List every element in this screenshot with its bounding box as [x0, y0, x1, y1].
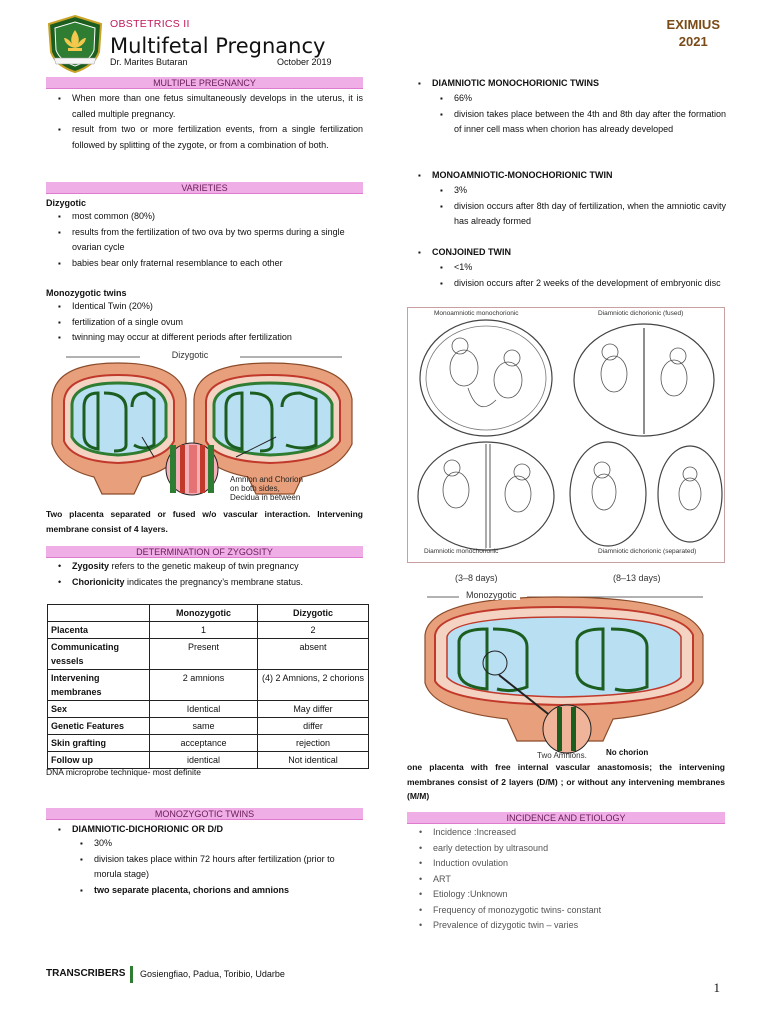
cell-dizygotic: rejection — [258, 735, 369, 752]
incidence-list — [407, 825, 725, 934]
dizygotic-title: Dizygotic — [46, 198, 87, 208]
school-crest-logo — [46, 14, 104, 74]
section-zygosity: DETERMINATION OF ZYGOSITY — [46, 546, 363, 558]
cell-monozygotic: 2 amnions — [150, 670, 258, 701]
multiple-pregnancy-list — [46, 91, 363, 153]
cell-monozygotic: 1 — [150, 622, 258, 639]
amnions-label: Two Amnions. — [537, 751, 587, 760]
mm-twins-title-list — [406, 168, 726, 184]
batch-brand — [667, 16, 720, 50]
mm-twins-details — [406, 183, 726, 230]
diagram-label: Diamniotic monochorionic — [424, 548, 499, 555]
row-label: Skin grafting — [48, 735, 150, 752]
row-label: Genetic Features — [48, 718, 150, 735]
cell-dizygotic: Not identical — [258, 752, 369, 769]
brand-name: EXIMIUS — [666, 17, 720, 32]
table-row — [48, 701, 369, 718]
table-header: Monozygotic — [150, 605, 258, 622]
term: Zygosity — [72, 561, 110, 571]
section-multiple-pregnancy: MULTIPLE PREGNANCY — [46, 77, 363, 89]
diagram-label: Diamniotic dichorionic (fused) — [598, 310, 684, 317]
zygosity-table — [47, 604, 369, 769]
table-row — [48, 718, 369, 735]
row-label: Sex — [48, 701, 150, 718]
list-item: ▪ 3% — [406, 183, 726, 199]
brand-year: 2021 — [678, 34, 708, 49]
cell-dizygotic: absent — [258, 639, 369, 670]
row-label: Follow up — [48, 752, 150, 769]
table-header: Dizygotic — [258, 605, 369, 622]
row-label: Intervening membranes — [48, 670, 150, 701]
conjoined-details — [406, 260, 726, 291]
table-row — [48, 735, 369, 752]
cell-dizygotic: differ — [258, 718, 369, 735]
lecturer-name: Dr. Marites Butaran — [110, 57, 188, 67]
page-number: 1 — [713, 980, 720, 995]
section-varieties: VARIETIES — [46, 182, 363, 194]
dizygotic-label: Dizygotic — [171, 350, 209, 360]
callout-line: Decidua in between — [230, 493, 301, 502]
list-item: ▪ <1% — [406, 260, 726, 276]
list-item — [46, 575, 363, 591]
list-item: • Frequency of monozygotic twins- constant — [407, 903, 725, 919]
list-item: • Induction ovulation — [407, 856, 725, 872]
callout-line: Amnion and Chorion — [230, 475, 303, 484]
zygosity-list — [46, 559, 363, 590]
dizygotic-diagram — [46, 349, 363, 504]
monozygotic-diagram — [407, 571, 725, 761]
table-row — [48, 670, 369, 701]
list-item: ▪ fertilization of a single ovum — [46, 315, 363, 331]
list-item: ▪ division occurs after 2 weeks of the development of embryonic disc — [406, 276, 726, 292]
list-item: ▪ 30% — [46, 836, 363, 852]
table-row — [48, 622, 369, 639]
definition: refers to the genetic makeup of twin pregnancy — [109, 561, 299, 571]
list-item: ▪ division takes place between the 4th and 8th day after the formation of inner cell mass when chorion has already developed — [406, 107, 726, 138]
twin-types-diagram — [407, 307, 725, 563]
list-item: ▪ two separate placenta, chorions and amnions — [46, 883, 363, 899]
dm-twins-title-list — [406, 76, 726, 92]
cell-monozygotic: acceptance — [150, 735, 258, 752]
list-item: ▪ CONJOINED TWIN — [406, 245, 726, 261]
table-header-row — [48, 605, 369, 622]
dizygotic-list — [46, 209, 363, 271]
transcriber-names: Gosiengfiao, Padua, Toribio, Udarbe — [140, 969, 285, 979]
table-header — [48, 605, 150, 622]
no-chorion-label: No chorion — [606, 748, 649, 757]
table-note: DNA microprobe technique- most definite — [46, 767, 201, 777]
monozygotic-title: Monozygotic twins — [46, 288, 127, 298]
list-item: ▪ DIAMNIOTIC MONOCHORIONIC TWINS — [406, 76, 726, 92]
footer-divider — [130, 966, 133, 983]
list-item: ▪ division takes place within 72 hours after fertilization (prior to morula stage) — [46, 852, 363, 883]
course-name: OBSTETRICS II — [110, 18, 190, 30]
list-item: • early detection by ultrasound — [407, 841, 725, 857]
days-label: (8–13 days) — [613, 573, 661, 583]
diagram-label: Diamniotic dichorionic (separated) — [598, 548, 697, 555]
monozygotic-label: Monozygotic — [463, 590, 520, 600]
diagram-label: Monoamniotic monochorionic — [434, 310, 519, 317]
cell-dizygotic: (4) 2 Amnions, 2 chorions — [258, 670, 369, 701]
list-item: ▪ 66% — [406, 91, 726, 107]
list-item: • ART — [407, 872, 725, 888]
row-label: Placenta — [48, 622, 150, 639]
list-item — [46, 559, 363, 575]
list-item: ▪ twinning may occur at different periods after fertilization — [46, 330, 363, 346]
list-item: ▪ babies bear only fraternal resemblance to each other — [46, 256, 363, 272]
monozygotic-figure-caption: one placenta with free internal vascular anastomosis; the intervening membranes consist of 2 layers (D/M) ; or without any intervening membranes (M/M) — [407, 762, 725, 801]
section-monozygotic-twins: MONOZYGOTIC TWINS — [46, 808, 363, 820]
cell-dizygotic: May differ — [258, 701, 369, 718]
list-item: • Incidence :Increased — [407, 825, 725, 841]
cell-dizygotic: 2 — [258, 622, 369, 639]
list-item: ▪ result from two or more fertilization events, from a single fertilization followed by splitting of the zygote, or from a combination of both. — [46, 122, 363, 153]
cell-monozygotic: identical — [150, 752, 258, 769]
list-item: ▪ DIAMNIOTIC-DICHORIONIC OR D/D — [46, 822, 363, 838]
definition: indicates the pregnancy’s membrane status. — [124, 576, 303, 587]
dizygotic-callout — [230, 475, 303, 502]
list-item: ▪ When more than one fetus simultaneously develops in the uterus, it is called multiple pregnancy. — [46, 91, 363, 122]
row-label: Communicating vessels — [48, 639, 150, 670]
days-label: (3–8 days) — [455, 573, 498, 583]
transcribers-label: TRANSCRIBERS — [46, 968, 126, 979]
monozygotic-list — [46, 299, 363, 346]
callout-line: on both sides, — [230, 484, 280, 493]
cell-monozygotic: Identical — [150, 701, 258, 718]
page-title: Multifetal Pregnancy — [110, 34, 326, 58]
table-row — [48, 639, 369, 670]
dm-twins-details — [406, 91, 726, 138]
section-incidence-etiology: INCIDENCE AND ETIOLOGY — [407, 812, 725, 824]
conjoined-title-list — [406, 245, 726, 261]
list-item: • Prevalence of dizygotic twin – varies — [407, 918, 725, 934]
term: Chorionicity — [72, 576, 125, 587]
list-item: ▪ division occurs after 8th day of fertilization, when the amniotic cavity has already formed — [406, 199, 726, 230]
list-item: ▪ MONOAMNIOTIC-MONOCHORIONIC TWIN — [406, 168, 726, 184]
dd-twins-details — [46, 836, 363, 898]
cell-monozygotic: Present — [150, 639, 258, 670]
list-item: ▪ most common (80%) — [46, 209, 363, 225]
lecture-date: October 2019 — [277, 57, 332, 67]
dizygotic-figure-caption: Two placenta separated or fused w/o vascular interaction. Intervening membrane consist of 4 layers. — [46, 509, 363, 534]
list-item: • Etiology :Unknown — [407, 887, 725, 903]
list-item: ▪ results from the fertilization of two ova by two sperms during a single ovarian cycle — [46, 225, 363, 256]
list-item: ▪ Identical Twin (20%) — [46, 299, 363, 315]
cell-monozygotic: same — [150, 718, 258, 735]
